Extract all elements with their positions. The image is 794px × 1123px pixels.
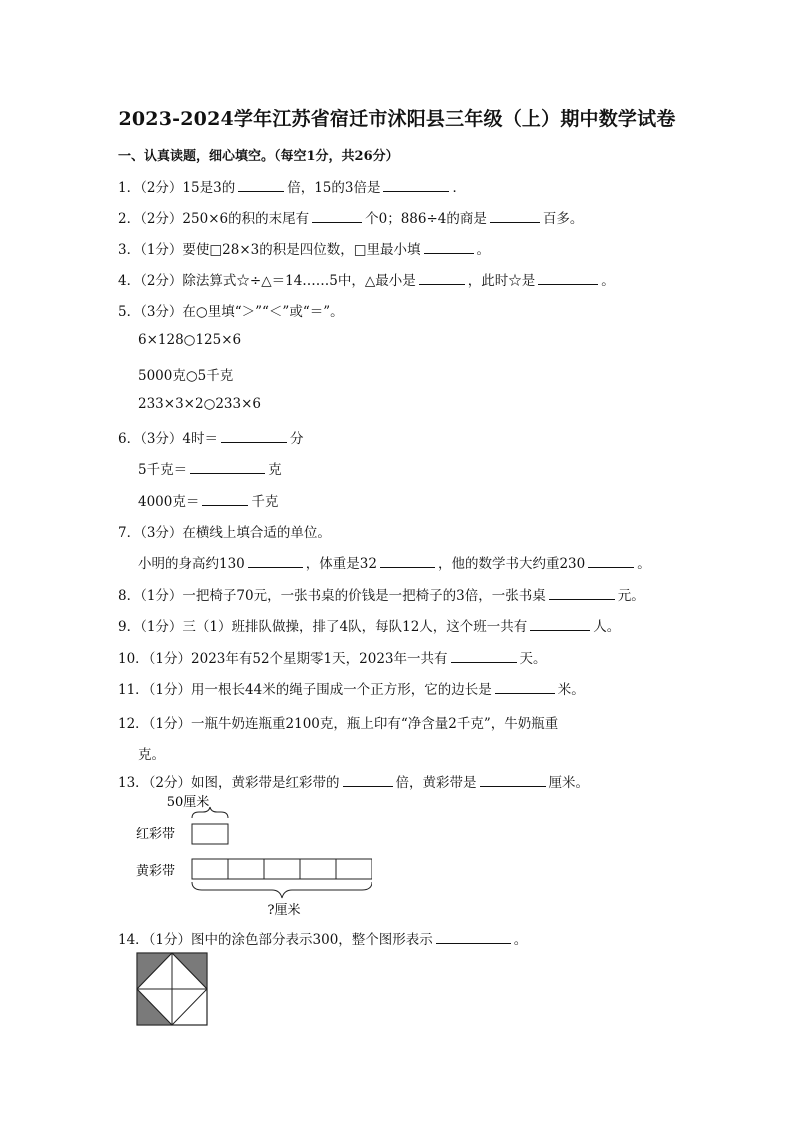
red-ribbon-bar [192,824,228,844]
answer-blank[interactable] [530,617,590,631]
bottom-length-label: ?厘米 [267,903,301,918]
question-9 [118,615,620,635]
q6-line-1 [138,458,282,478]
answer-blank[interactable] [588,554,634,568]
q6-line-2 [138,490,278,510]
q10-text-b: 天。 [519,651,547,667]
question-1 [118,176,466,196]
answer-blank[interactable] [202,492,248,506]
q8-text-b: 元。 [617,588,645,604]
q6-l1-unit: 克 [268,462,282,478]
yellow-ribbon-segment [228,859,264,879]
yellow-ribbon-segment [192,859,228,879]
q1-text-c: ． [452,180,466,196]
q10-text-a: 10．（1分）2023年有52个星期零1天，2023年一共有 [118,651,448,667]
answer-blank[interactable] [248,554,303,568]
question-13 [118,771,589,791]
answer-blank[interactable] [424,240,474,254]
question-12 [118,709,678,771]
q7-text-a: 7．（3分）在横线上填合适的单位。 [118,525,331,541]
answer-blank[interactable] [383,178,449,192]
question-7 [118,521,331,541]
answer-blank[interactable] [190,460,265,474]
q5-line-1: 6×128○125×6 [138,332,242,348]
page-title: 2023-2024学年江苏省宿迁市沭阳县三年级（上）期中数学试卷 [118,108,676,130]
answer-blank[interactable] [343,773,393,787]
answer-blank[interactable] [549,586,615,600]
q4-text-b: ，此时☆是 [467,273,536,289]
answer-blank[interactable] [538,271,598,285]
yellow-ribbon-segment [264,859,300,879]
q6-text-a2: 分 [290,431,304,447]
answer-blank[interactable] [380,554,435,568]
yellow-ribbon-segment [336,859,372,879]
q4-text-c: 。 [601,273,615,289]
answer-blank[interactable] [238,178,284,192]
question-10 [118,647,547,667]
q14-text-b: 。 [513,932,528,948]
answer-blank[interactable] [451,649,517,663]
question-3 [118,238,490,258]
question-11 [118,678,585,698]
answer-blank[interactable] [495,680,555,694]
section-heading: 一、认真读题，细心填空。（每空1分，共26分） [118,149,399,164]
bottom-brace [192,882,372,898]
q7-l1-d: 。 [637,556,651,572]
question-14 [118,928,527,948]
answer-blank[interactable] [436,930,511,944]
answer-blank[interactable] [221,429,287,443]
q3-text-a: 3．（1分）要使□28×3的积是四位数，□里最小填 [118,242,421,258]
q7-line-1 [138,552,651,572]
q1-text-b: 倍，15的3倍是 [287,180,381,196]
q5-text-a: 5．（3分）在○里填“＞”“＜”或“＝”。 [118,304,344,320]
q9-text-a: 9．（1分）三（1）班排队做操，排了4队，每队12人，这个班一共有 [118,619,528,635]
answer-blank[interactable] [419,271,465,285]
q6-l1-text: 5千克＝ [138,462,188,478]
answer-blank[interactable] [312,209,362,223]
yellow-ribbon-bar [192,859,372,879]
q6-l2-text: 4000克＝ [138,494,200,510]
top-length-label: 50厘米 [166,795,210,810]
q14-text-a: 14．（1分）图中的涂色部分表示300，整个图形表示 [118,932,433,948]
yellow-ribbon-label: 黄彩带 [136,864,176,879]
q11-text-b: 米。 [557,682,585,698]
q7-l1-b: ，体重是32 [305,556,377,572]
answer-blank[interactable] [480,773,546,787]
question-8 [118,584,645,604]
red-ribbon-label: 红彩带 [136,827,176,842]
q12-text-a: 12．（1分）一瓶牛奶连瓶重2100克，瓶上印有“净含量2千克”，牛奶瓶重 [118,716,559,732]
q12-text-b: 克。 [138,747,165,763]
q9-text-b: 人。 [593,619,621,635]
q11-text-a: 11．（1分）用一根长44米的绳子围成一个正方形，它的边长是 [118,682,492,698]
q6-text-a: 6．（3分）4时＝ [118,431,219,447]
question-5 [118,300,344,320]
q7-l1-c: ，他的数学书大约重230 [437,556,586,572]
q3-text-b: 。 [476,242,491,258]
yellow-ribbon-segment [300,859,336,879]
q7-l1-a: 小明的身高约130 [138,556,245,572]
q2-text-a: 2．（2分）250×6的积的末尾有 [118,211,310,227]
q4-text-a: 4．（2分）除法算式☆÷△＝14……5中，△最小是 [118,273,416,289]
q8-text-a: 8．（1分）一把椅子70元，一张书桌的价钱是一把椅子的3倍，一张书桌 [118,588,546,604]
q2-text-b: 个0；886÷4的商是 [365,211,487,227]
question-6 [118,427,304,447]
q5-line-2: 5000克○5千克 [138,368,234,384]
question-4 [118,269,615,289]
q13-text-b: 倍，黄彩带是 [395,775,477,791]
q5-line-3: 233×3×2○233×6 [138,396,262,412]
q13-text-a: 13．（2分）如图，黄彩带是红彩带的 [118,775,340,791]
q1-text-a: 1．（2分）15是3的 [118,180,236,196]
q2-text-c: 百多。 [542,211,584,227]
ribbon-diagram [136,790,372,918]
question-2 [118,207,583,227]
q6-l2-unit: 千克 [251,494,279,510]
shaded-square-figure [136,952,208,1026]
answer-blank[interactable] [490,209,540,223]
q13-text-c: 厘米。 [548,775,590,791]
